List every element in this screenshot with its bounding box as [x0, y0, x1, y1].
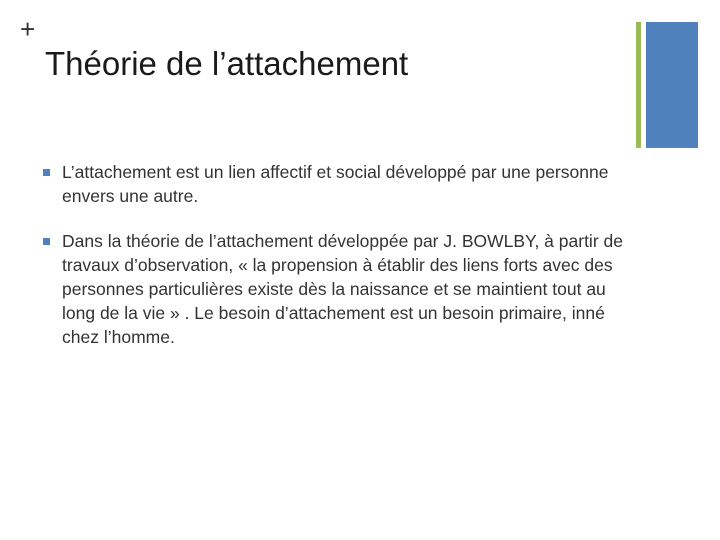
accent-bar-green: [636, 22, 641, 148]
accent-block-blue: [646, 22, 698, 148]
plus-icon: +: [20, 14, 36, 44]
square-bullet-icon: [43, 169, 50, 176]
bullet-list: [40, 160, 640, 370]
slide-title: Théorie de l’attachement: [45, 45, 409, 82]
bullet-text: Dans la théorie de l’attachement développée par J. BOWLBY, à partir de travaux d’observation, « la propension à établir des liens forts avec des personnes particulières existe dès la naissance et se maintient tout au long de la vie » . Le besoin d’attachement est un besoin primaire, inné chez l’homme.: [62, 231, 623, 347]
bullet-item: [40, 160, 640, 208]
square-bullet-icon: [43, 238, 50, 245]
bullet-text: L’attachement est un lien affectif et social développé par une personne envers une autre.: [62, 162, 609, 206]
bullet-item: [40, 229, 640, 349]
